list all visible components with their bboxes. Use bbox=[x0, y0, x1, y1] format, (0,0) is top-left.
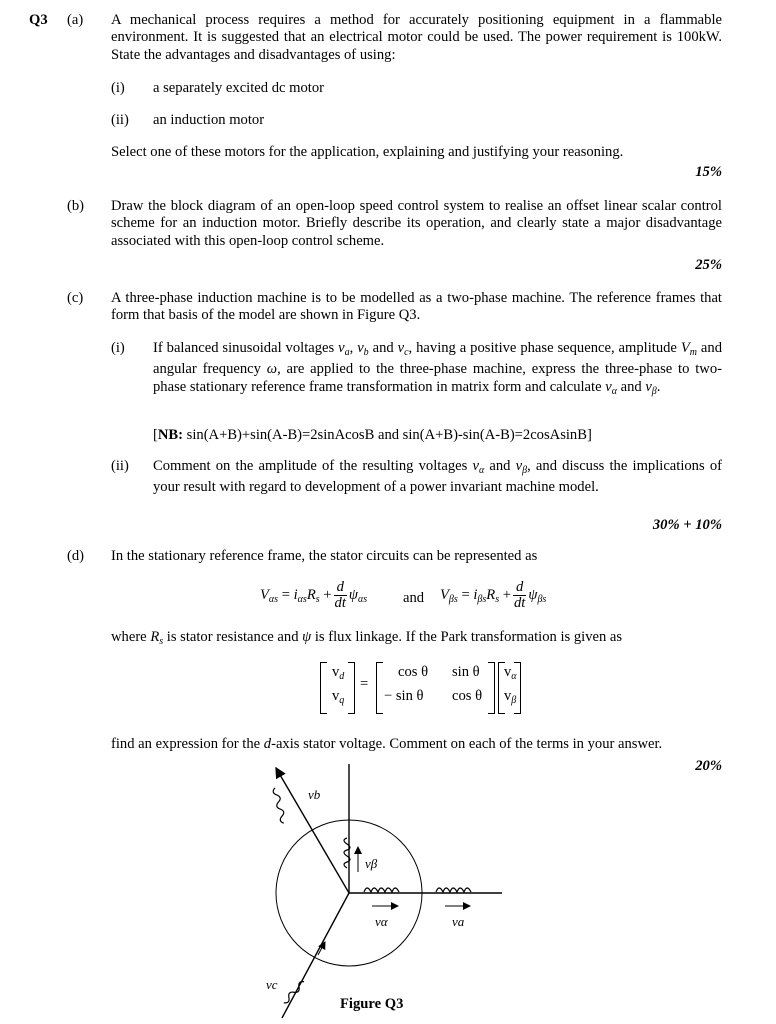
part-c-label: (c) bbox=[67, 290, 84, 306]
part-c-i-text: If balanced sinusoidal voltages $v_a$, $v_b$ and $v_c$, having a positive phase sequence, amplitude $V_m$ and angular frequency ω, are applied to the three-phase machine, express the three-phase to two-phase stationary reference frame transformation in matrix form and calculate $v_\alpha$ and $v_\beta$. bbox=[153, 340, 722, 397]
c-axis bbox=[282, 893, 349, 1018]
m22: cos θ bbox=[452, 688, 483, 704]
label-vbeta: vβ bbox=[365, 856, 378, 871]
spacer bbox=[277, 800, 290, 820]
part-d-label: (d) bbox=[67, 548, 85, 564]
vd: $v_d$ bbox=[332, 664, 345, 682]
c-coil bbox=[284, 978, 304, 1006]
label-vb: vb bbox=[308, 787, 321, 802]
label-va: va bbox=[452, 914, 465, 929]
m21: − sin θ bbox=[384, 688, 424, 704]
b-coil bbox=[265, 788, 293, 824]
part-a-item-2-text: an induction motor bbox=[153, 112, 265, 128]
part-a-marks: 15% bbox=[695, 164, 722, 180]
part-d-where: where $R_s$ is stator resistance and ψ is flux linkage. If the Park transformation is given as bbox=[111, 629, 623, 647]
part-c-marks: 30% + 10% bbox=[652, 517, 722, 533]
matrix-equals: = bbox=[360, 676, 369, 692]
part-b-label: (b) bbox=[67, 198, 85, 214]
part-a-closing: Select one of these motors for the application, explaining and justifying your reasoning. bbox=[111, 144, 624, 160]
part-c-ii-text: Comment on the amplitude of the resulting voltages $v_\alpha$ and $v_\beta$, and discuss the implications of your result with regard to development of a power invariant machine model. bbox=[153, 458, 722, 496]
part-a-intro: A mechanical process requires a method for accurately positioning equipment in a flammable environment. It is suggested that an electrical motor could be used. The power requirement is 100kW. State the advantages and disadvantages of using: bbox=[111, 12, 722, 63]
part-a-item-1-label: (i) bbox=[111, 80, 125, 96]
label-vc: vc bbox=[266, 977, 278, 992]
part-d-marks: 20% bbox=[695, 758, 722, 774]
label-valpha: vα bbox=[375, 914, 388, 929]
figure-caption: Figure Q3 bbox=[340, 996, 404, 1012]
part-a-item-1-text: a separately excited dc motor bbox=[153, 80, 324, 96]
m11: cos θ bbox=[398, 664, 429, 680]
part-a-item-2-label: (ii) bbox=[111, 112, 129, 128]
part-d-intro: In the stationary reference frame, the stator circuits can be represented as bbox=[111, 548, 538, 564]
vbeta: $v_\beta$ bbox=[504, 688, 517, 706]
stator-equation-alpha: $V_{\alpha s} = i_{\alpha s}R_s$ + $\frac{d}{dt}$ $\psi_{\alpha s}$ bbox=[260, 579, 368, 611]
part-b-marks: 25% bbox=[695, 257, 722, 273]
vq: $v_q$ bbox=[332, 688, 345, 706]
question-number: Q3 bbox=[29, 12, 48, 28]
part-c-nb: [NB: sin(A+B)+sin(A-B)=2sinAcosB and sin(A+B)-sin(A-B)=2cosAsinB] bbox=[153, 427, 592, 443]
part-d-find: find an expression for the d-axis stator voltage. Comment on each of the terms in your answer. bbox=[111, 736, 663, 752]
stator-equation-and: and bbox=[403, 590, 425, 606]
valpha: $v_\alpha$ bbox=[504, 664, 517, 682]
part-b-text: Draw the block diagram of an open-loop speed control system to realise an offset linear scalar control scheme for an induction motor. Briefly describe its operation, and clearly state a major disadvantage associated with this open-loop control scheme. bbox=[111, 198, 722, 249]
part-a-label: (a) bbox=[67, 12, 84, 28]
part-c-intro: A three-phase induction machine is to be modelled as a two-phase machine. The reference frames that form that basis of the model are shown in Figure Q3. bbox=[111, 290, 722, 324]
part-c-i-label: (i) bbox=[111, 340, 125, 356]
a-coil bbox=[436, 888, 471, 892]
part-c-ii-label: (ii) bbox=[111, 458, 129, 474]
m12: sin θ bbox=[452, 664, 480, 680]
alpha-coil bbox=[364, 888, 399, 892]
stator-equation-beta: $V_{\beta s} = i_{\beta s}R_s$ + $\frac{d}{dt}$ $\psi_{\beta s}$ bbox=[440, 579, 547, 611]
